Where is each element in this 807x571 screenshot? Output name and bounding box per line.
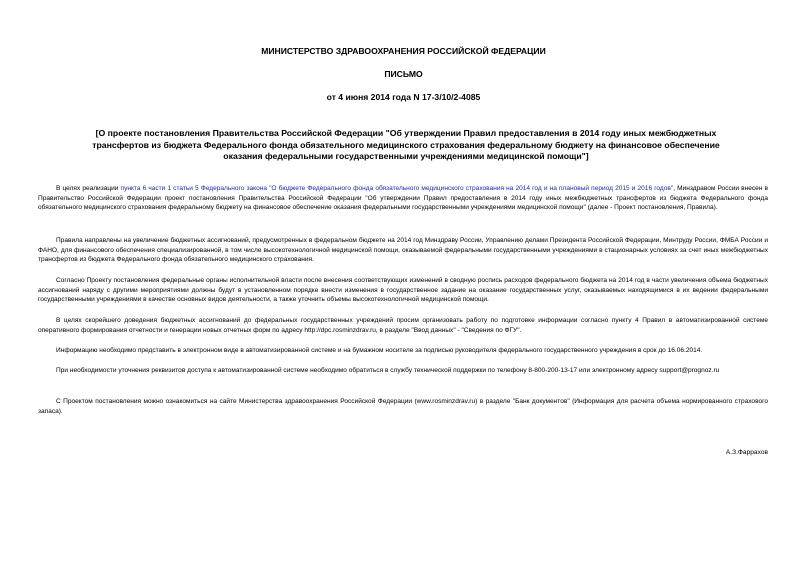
paragraph-1-intro: В целях реализации	[56, 185, 121, 192]
paragraph-1-rest: , Минздравом России внесен в Правительство Российской Федерации проект постановления Правительства Российской Федерации "Об утверждении Правил предоставления в 2014 году иных межбюджетных трансфертов из бюджета Федерального фонда обязательного медицинского страхования федеральному бюджету на финансовое обеспечение оказания федеральными государственными учреждениями медицинской помощи" (далее - Проект постановления, Правила).	[38, 185, 769, 212]
paragraph-7: С Проектом постановления можно ознакомиться на сайте Министерства здравоохранения Российской Федерации (www.rosminzdrav.ru) в разделе "Банк документов" (Информация для расчета объема нормированного страхового запаса).	[38, 398, 768, 415]
paragraph-6: При необходимости уточнения реквизитов доступа к автоматизированной системе необходимо обратиться в службу технической поддержки по телефону 8-800-200-13-17 или электронному адресу support@prognoz.ru	[56, 367, 720, 374]
document-subject: [О проекте постановления Правительства Российской Федерации "Об утверждении Правил предоставления в 2014 году иных межбюджетных трансфертов из бюджета Федерального фонда обязательного медицинского страхования федеральному бюджету на финансовое обеспечение оказания федеральными государственными учреждениями медицинской помощи"]	[92, 128, 720, 161]
document-type: ПИСЬМО	[384, 69, 423, 79]
document-date-number: от 4 июня 2014 года N 17-3/10/2-4085	[326, 92, 481, 102]
paragraph-5: Информацию необходимо представить в электронном виде в автоматизированной системе и на бумажном носителе за подписью руководителя федерального государственного учреждения в срок до 16.06.2014.	[56, 347, 703, 354]
paragraph-1	[38, 184, 768, 213]
paragraph-4: В целях скорейшего доведения бюджетных ассигнований до федеральных государственных учреждений просим организовать работу по подготовке информации согласно пункту 4 Правил в автоматизированной системе оперативного формирования отчетности и генерации новых отчетных форм по адресу http://dpc.rosminzdrav.ru, в разделе "Ввод данных" - "Сведения по ФГУ".	[38, 317, 768, 334]
federal-law-link[interactable]: пункта 6 части 1 статьи 5 Федерального закона "О бюджете Федерального фонда обязательного медицинского страхования на 2014 год и на плановый период 2015 и 2016 годов"	[120, 185, 674, 192]
signature-name: А.З.Фаррахов	[725, 449, 768, 456]
paragraph-2: Правила направлены на увеличение бюджетных ассигнований, предусмотренных в федеральном бюджете на 2014 год Минздраву России, Управлению делами Президента Российской Федерации, Минтруду России, ФМБА России и ФАНО, для финансового обеспечения специализированной, в том числе высокотехнологичной медицинской помощи, оказываемой федеральными государственными учреждениями в стационарных условиях за счет иных межбюджетных трансфертов из бюджета Федерального фонда обязательного медицинского страхования.	[38, 237, 768, 264]
ministry-title: МИНИСТЕРСТВО ЗДРАВООХРАНЕНИЯ РОССИЙСКОЙ ФЕДЕРАЦИИ	[261, 46, 546, 56]
paragraph-3: Согласно Проекту постановления федеральные органы исполнительной власти после внесения соответствующих изменений в сводную роспись расходов федерального бюджета на 2014 год в части увеличения объема бюджетных ассигнований наряду с другими мероприятиями должны будут в установленном порядке внести изменения в государственное задание на оказание государственных услуг, оказываемых находящимися в их ведении федеральными государственными учреждениями в качестве основных видов деятельности, а также уточнить объемы высокотехнологичной медицинской помощи.	[38, 277, 768, 304]
